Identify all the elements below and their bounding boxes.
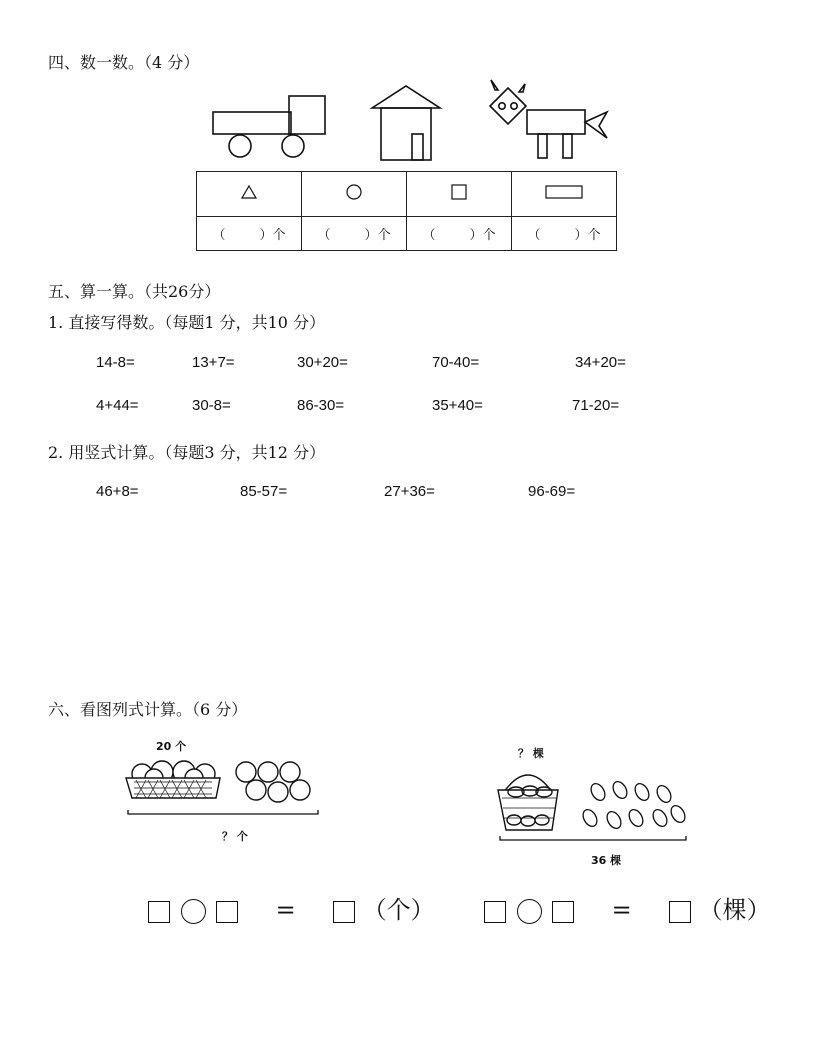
peanuts	[580, 779, 687, 831]
truck-picture	[213, 96, 325, 157]
result-box[interactable]	[333, 901, 355, 923]
peanuts-picture	[494, 762, 690, 852]
left-bottom-label: ？ 个	[222, 830, 248, 843]
rectangle-icon	[544, 183, 584, 201]
square-icon	[450, 183, 468, 201]
operator-circle[interactable]	[517, 899, 542, 924]
vertical-calc-item: 85-57=	[240, 483, 288, 500]
equation: 4+44=	[96, 397, 139, 414]
unit-label: （个）	[362, 896, 435, 924]
q1-heading: 1. 直接写得数。（每题1 分，共10 分）	[48, 313, 326, 332]
equation: 30+20=	[297, 354, 348, 371]
shape-pictures	[205, 76, 625, 166]
answer-box[interactable]	[552, 901, 574, 923]
equation: 71-20=	[572, 397, 620, 414]
left-answer-line	[148, 890, 435, 925]
count-blank-circle[interactable]: （ ）个	[302, 217, 407, 251]
count-blank-rectangle[interactable]: （ ）个	[512, 217, 617, 251]
left-top-label: 20 个	[156, 740, 187, 753]
triangle-cell	[197, 172, 302, 217]
equation: 30-8=	[192, 397, 231, 414]
right-top-label: ？ 棵	[518, 747, 544, 760]
right-answer-line	[484, 890, 771, 925]
answer-box[interactable]	[484, 901, 506, 923]
cow-picture	[490, 80, 607, 158]
section4-heading: 四、数一数。（4 分）	[48, 53, 200, 72]
rectangle-cell	[512, 172, 617, 217]
vertical-calc-item: 46+8=	[96, 483, 139, 500]
count-blank-square[interactable]: （ ）个	[407, 217, 512, 251]
count-blank-triangle[interactable]: （ ）个	[197, 217, 302, 251]
operator-circle[interactable]	[181, 899, 206, 924]
vertical-calc-item: 96-69=	[528, 483, 576, 500]
vertical-calc-item: 27+36=	[384, 483, 435, 500]
equals-sign: =	[611, 896, 632, 924]
answer-box[interactable]	[148, 901, 170, 923]
peanut-basket	[498, 775, 558, 830]
balls-picture	[122, 752, 322, 832]
circle-icon	[345, 183, 363, 201]
section6-heading: 六、看图列式计算。（6 分）	[48, 700, 248, 719]
basket	[126, 778, 220, 798]
unit-label: （棵）	[698, 896, 771, 924]
equation: 70-40=	[432, 354, 480, 371]
equation: 35+40=	[432, 397, 483, 414]
q2-heading: 2. 用竖式计算。（每题3 分，共12 分）	[48, 443, 326, 462]
shape-count-table	[196, 171, 617, 251]
equation: 14-8=	[96, 354, 135, 371]
circle-cell	[302, 172, 407, 217]
answer-box[interactable]	[216, 901, 238, 923]
equals-sign: =	[275, 896, 296, 924]
equation: 13+7=	[192, 354, 235, 371]
right-bottom-label: 36 棵	[591, 854, 622, 867]
triangle-icon	[240, 184, 258, 200]
section5-heading: 五、算一算。（共26分）	[48, 282, 221, 301]
house-picture	[372, 86, 440, 160]
square-cell	[407, 172, 512, 217]
equation: 86-30=	[297, 397, 345, 414]
equation: 34+20=	[575, 354, 626, 371]
result-box[interactable]	[669, 901, 691, 923]
